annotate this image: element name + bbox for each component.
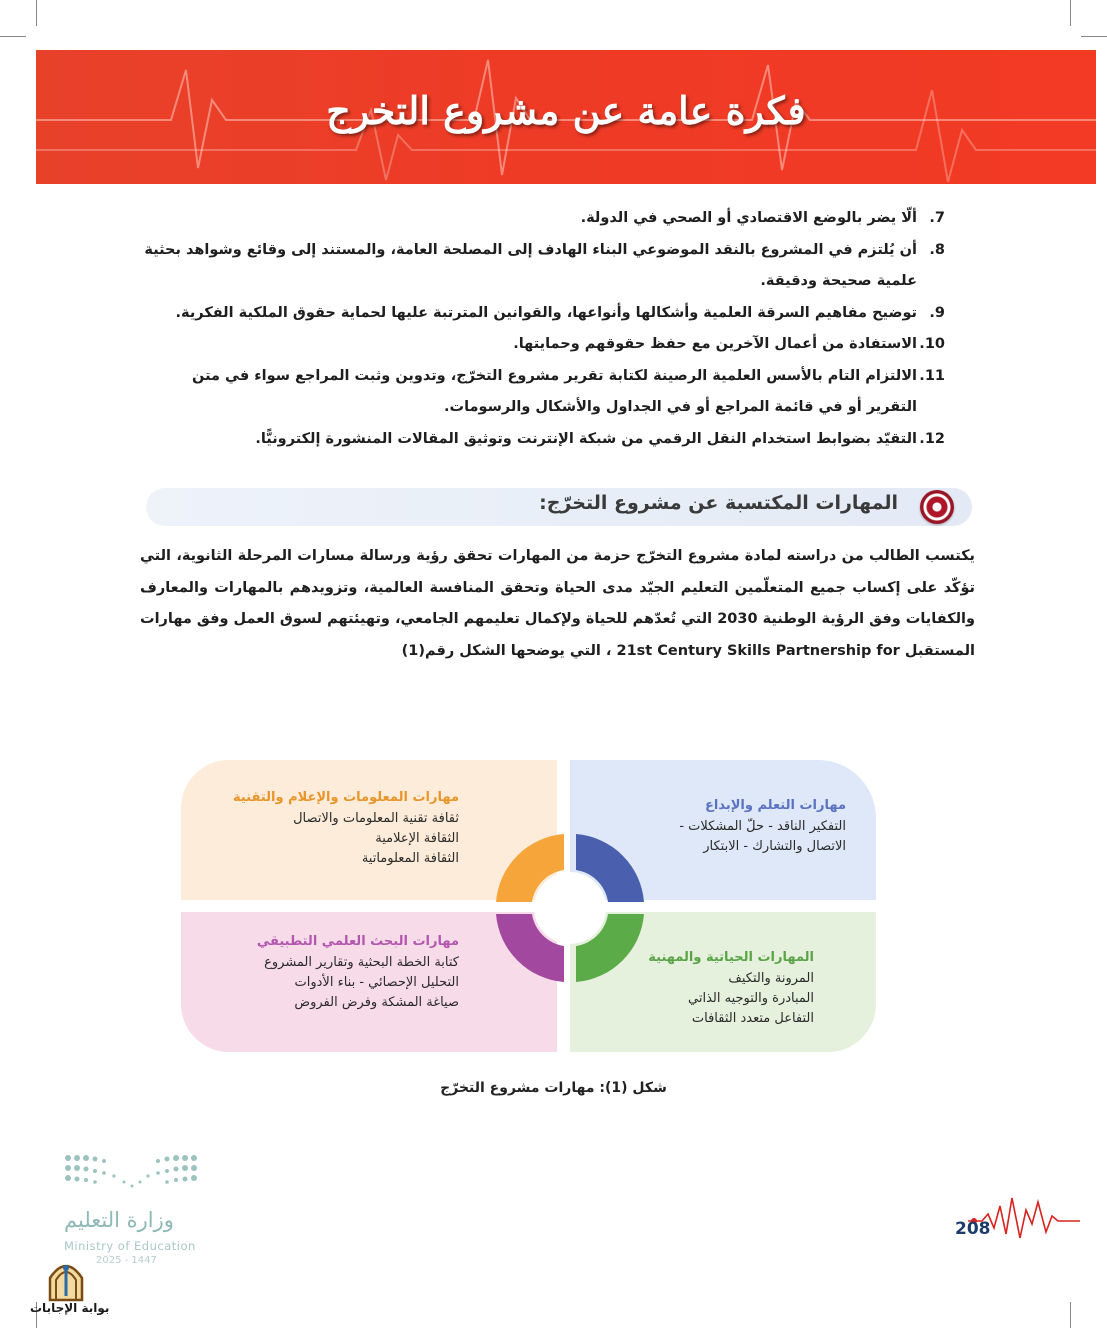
- quadrant-title: مهارات التعلم والإبداع: [705, 798, 846, 813]
- quadrant-title: مهارات البحث العلمي التطبيقي: [256, 934, 459, 949]
- list-item: 12. التقيّد بضوابط استخدام النقل الرقمي من شبكة الإنترنت وتوثيق المقالات المنشورة إلكترونيًّا.: [255, 430, 945, 447]
- skills-ring: [474, 820, 656, 996]
- quadrant-title: المهارات الحياتية والمهنية: [648, 950, 814, 965]
- quadrant-line: الثقافة المعلوماتية: [361, 851, 459, 866]
- portal-logo-icon: [44, 1256, 88, 1302]
- crop-mark: [0, 36, 26, 37]
- page-number: 208: [955, 1219, 991, 1239]
- intro-paragraph: يكتسب الطالب من دراسته لمادة مشروع التخرّج حزمة من المهارات تحقق رؤية ورسالة مسارات المرحلة الثانوية، التي تؤكّد على إكساب جميع المتعلّمين التعليم الجيّد مدى الحياة وتحقق المنافسة العالمية، وتزويدهم بالمهارات والمعارف والكفايات وفق الرؤية الوطنية 2030 التي تُعدّهم للحياة ولإكمال تعليمهم الجامعي، وتهيئتهم لسوق العمل وفق مهارات المستقبل 21st Century Skills Partnership for ، التي يوضحها الشكل رقم(1): [140, 548, 975, 659]
- figure-caption: شكل (1): مهارات مشروع التخرّج: [440, 1080, 667, 1096]
- ministry-name-english: Ministry of Education: [64, 1239, 196, 1253]
- quadrant-line: التفاعل متعدد الثقافات: [691, 1011, 814, 1026]
- ministry-year: 2025 - 1447: [96, 1255, 157, 1266]
- crop-mark: [36, 0, 37, 26]
- page-title: فكرة عامة عن مشروع التخرج: [326, 88, 806, 133]
- section-header: [146, 488, 972, 526]
- quadrant-line: الثقافة الإعلامية: [375, 831, 459, 846]
- quadrant-line: ثقافة تقنية المعلومات والاتصال: [293, 811, 459, 826]
- heartbeat-icon: [968, 1188, 1080, 1248]
- crop-mark: [1081, 36, 1107, 37]
- crop-mark: [1070, 1302, 1071, 1328]
- chapter-banner: [36, 50, 1096, 184]
- quadrant-line: التحليل الإحصائي - بناء الأدوات: [294, 975, 459, 990]
- section-title: المهارات المكتسبة عن مشروع التخرّج:: [539, 492, 898, 514]
- quadrant-line: التفكير الناقد - حلّ المشكلات -: [679, 819, 846, 834]
- quadrant-line: المرونة والتكيف: [728, 971, 814, 986]
- ministry-logo-icon: [64, 1152, 200, 1198]
- quadrant-line: المبادرة والتوجيه الذاتي: [688, 991, 814, 1006]
- list-item: 11. الالتزام التام بالأسس العلمية الرصينة لكتابة تقرير مشروع التخرّج، وتدوين وثبت المراجع سواء في متن التقرير أو في قائمة المراجع أو في الجداول والأشكال والرسومات.: [192, 367, 945, 415]
- crop-mark: [1070, 0, 1071, 26]
- quadrant-title: مهارات المعلومات والإعلام والتقنية: [232, 790, 459, 805]
- list-item: 10. الاستفادة من أعمال الآخرين مع حفظ حقوقهم وحمايتها.: [513, 336, 945, 352]
- quadrant-line: الاتصال والتشارك - الابتكار: [703, 839, 846, 854]
- quadrant-line: صياغة المشكة وفرض الفروض: [294, 995, 459, 1010]
- portal-name: بوابة الإجابات: [30, 1301, 110, 1315]
- target-bullet-icon: [920, 490, 954, 524]
- list-item: 9. توضيح مفاهيم السرقة العلمية وأشكالها وأنواعها، والقوانين المترتبة عليها لحماية حقوق الملكية الفكرية.: [175, 304, 945, 321]
- list-item: 8. أن يُلتزم في المشروع بالنقد الموضوعي البناء الهادف إلى المصلحة العامة، والمستند إلى وقائع وشواهد بحثية علمية صحيحة ودقيقة.: [144, 241, 945, 289]
- ministry-name-arabic: وزارة التعليم: [64, 1208, 174, 1232]
- list-item: 7. ألّا يضر بالوضع الاقتصادي أو الصحي في الدولة.: [580, 210, 945, 226]
- rules-list: [140, 203, 945, 455]
- quadrant-line: كتابة الخطة البحثية وتقارير المشروع: [264, 955, 459, 970]
